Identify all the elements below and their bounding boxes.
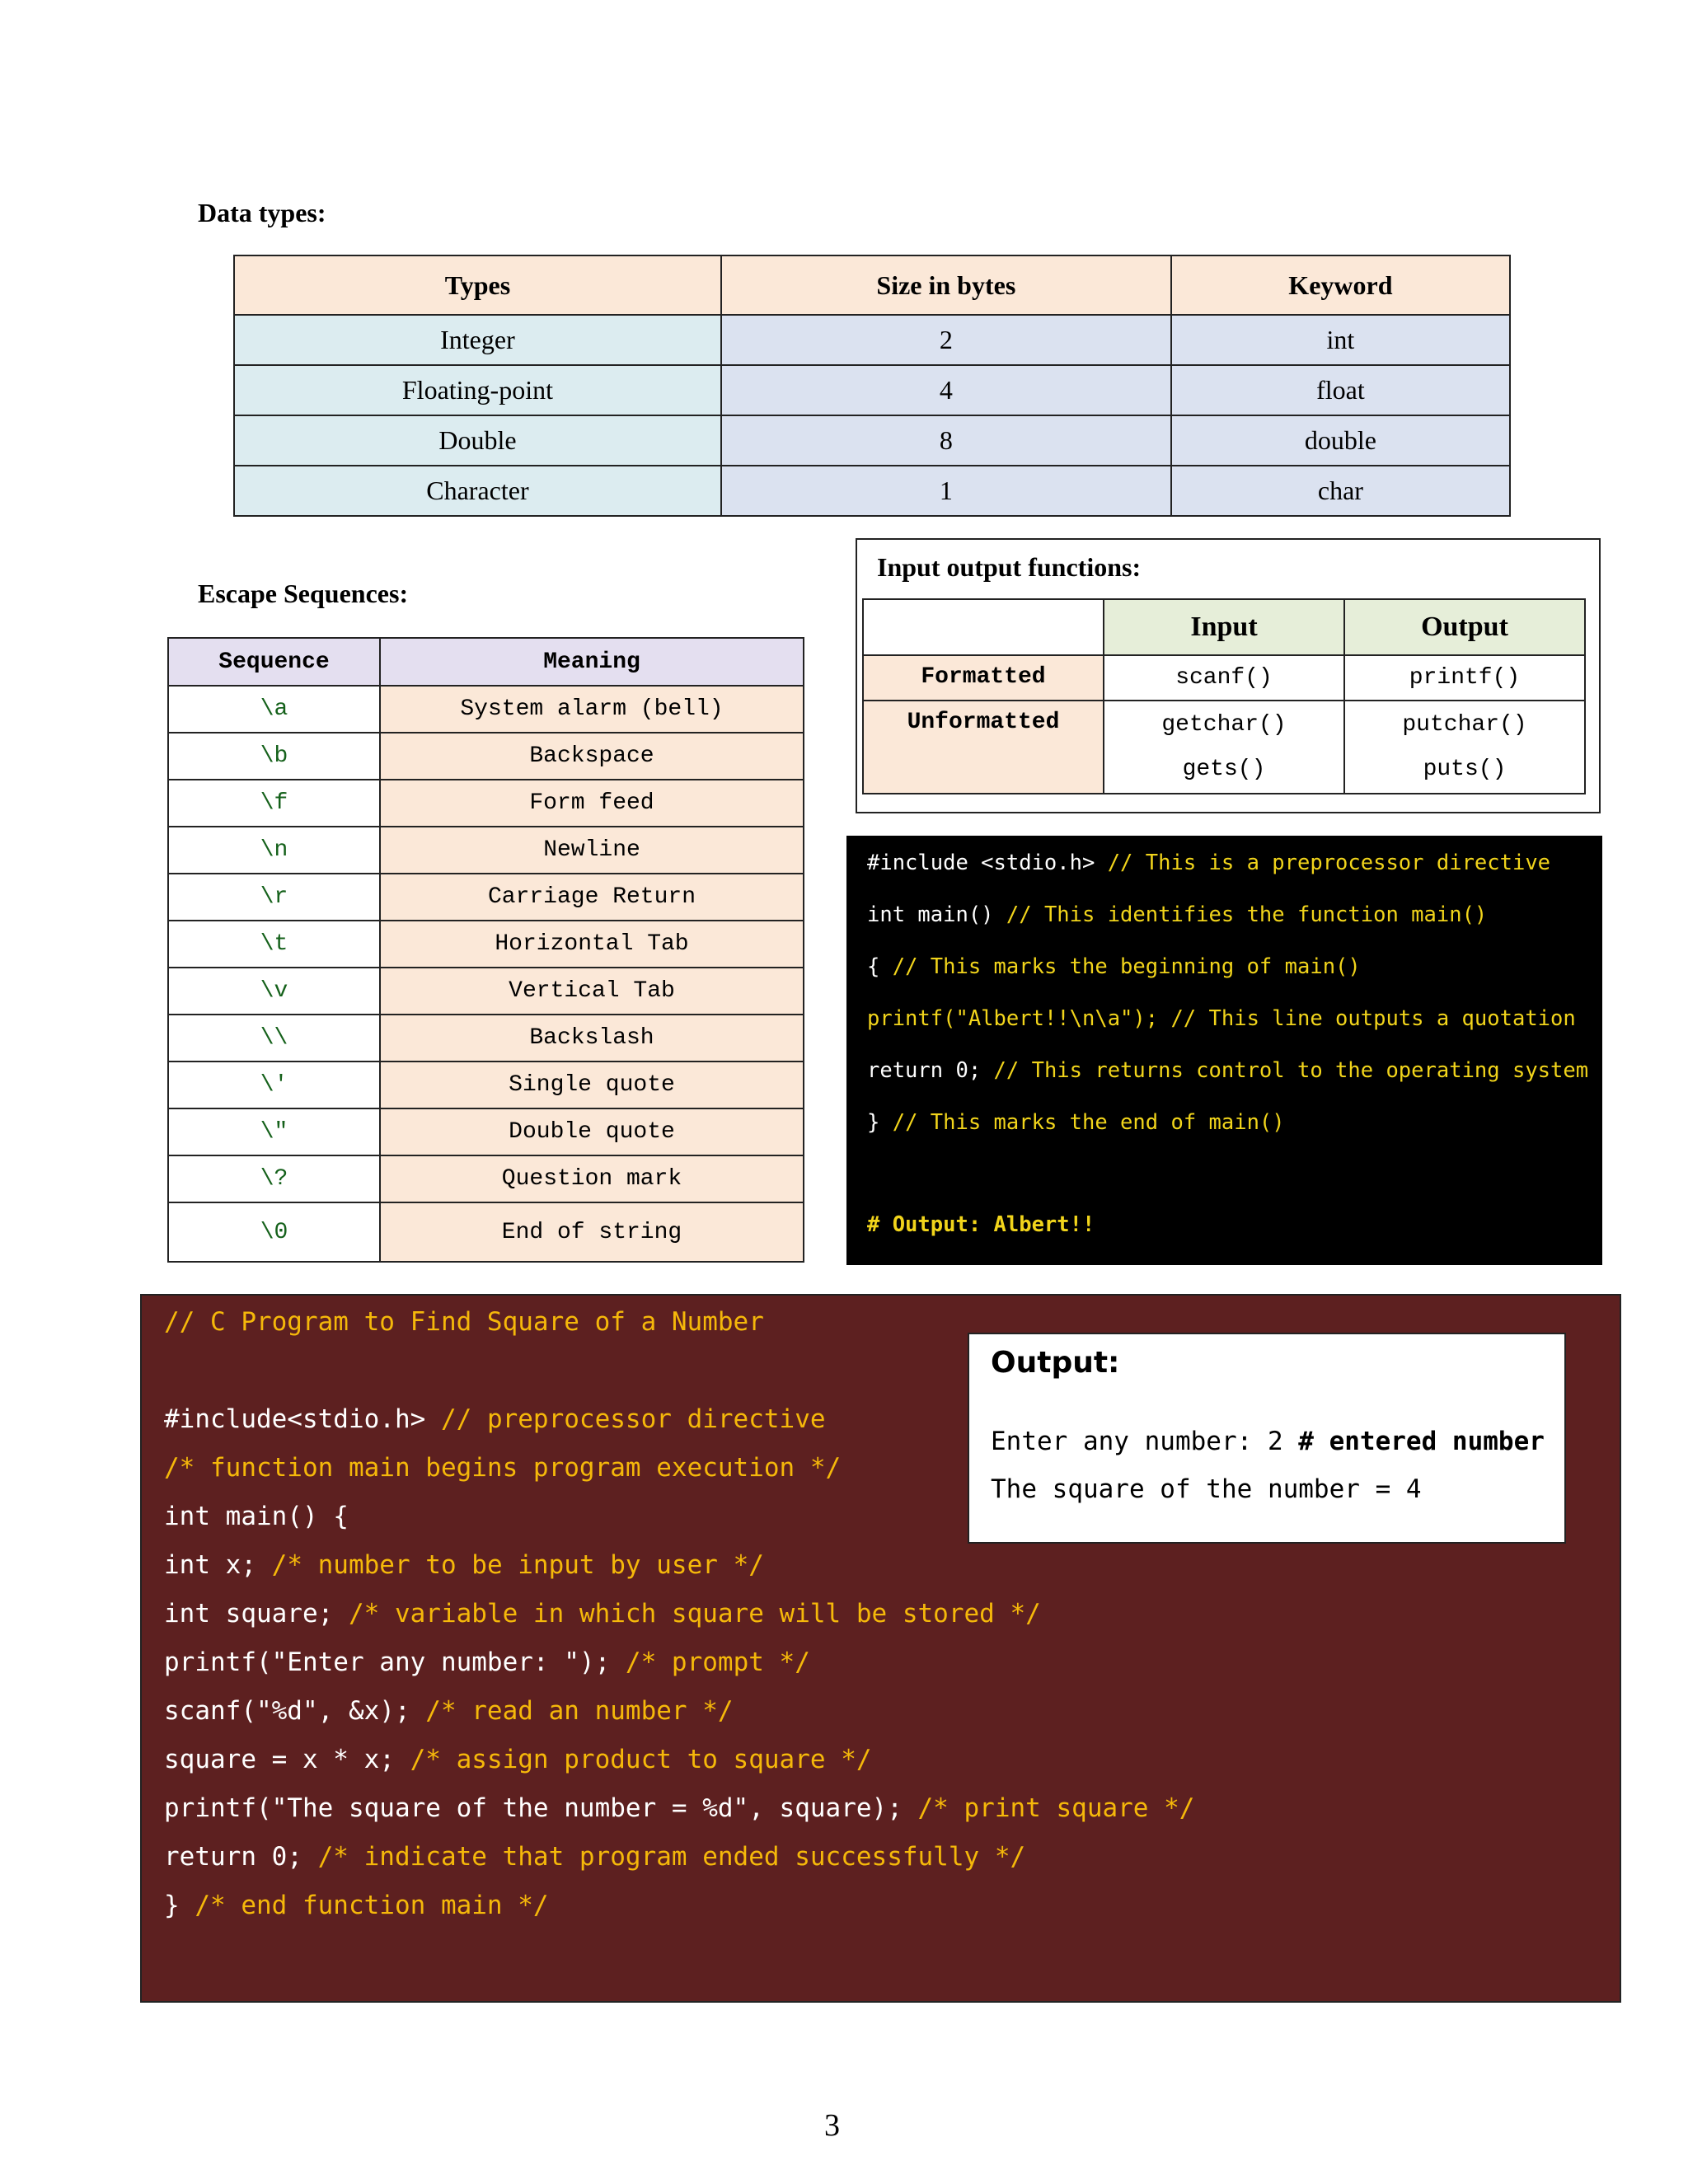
code-text: { [867, 954, 893, 979]
code-line [164, 1842, 1025, 1872]
output-line [991, 1427, 1545, 1456]
code-comment: /* prompt */ [625, 1647, 810, 1677]
column-header: Input [1104, 599, 1344, 655]
size-cell: 2 [721, 315, 1171, 365]
table-row [168, 827, 804, 874]
sequence-cell: \" [168, 1108, 380, 1155]
code-line [164, 1502, 349, 1531]
output-cell [1344, 701, 1585, 794]
meaning-cell: Backslash [380, 1015, 804, 1062]
table-row [168, 968, 804, 1015]
sequence-cell: \t [168, 921, 380, 968]
code-text: #include<stdio.h> [164, 1404, 441, 1434]
meaning-cell: Double quote [380, 1108, 804, 1155]
output-func: putchar() [1402, 711, 1527, 738]
hello-code-block [846, 836, 1602, 1265]
code-text: #include <stdio.h> [867, 851, 1108, 875]
sequence-cell: \' [168, 1062, 380, 1108]
input-func: getchar() [1161, 711, 1287, 738]
meaning-cell: System alarm (bell) [380, 686, 804, 733]
column-header: Types [234, 255, 721, 315]
code-line [164, 1793, 1194, 1823]
type-cell: Floating-point [234, 365, 721, 415]
table-row [234, 365, 1510, 415]
column-header: Meaning [380, 638, 804, 686]
meaning-cell: End of string [380, 1202, 804, 1262]
sequence-cell: \r [168, 874, 380, 921]
output-cell: printf() [1344, 655, 1585, 701]
sequence-cell: \? [168, 1155, 380, 1202]
code-text: square = x * x; [164, 1745, 410, 1774]
code-text: scanf("%d", &x); [164, 1696, 426, 1726]
data-types-table [233, 255, 1511, 517]
code-comment: /* number to be input by user */ [271, 1550, 764, 1580]
output-annotation: # entered number [1298, 1427, 1545, 1456]
table-row [168, 780, 804, 827]
size-cell: 4 [721, 365, 1171, 415]
sequence-cell: \b [168, 733, 380, 780]
table-row [168, 1108, 804, 1155]
code-comment: // preprocessor directive [440, 1404, 826, 1434]
code-text: int main() [867, 902, 1006, 927]
code-line [164, 1696, 734, 1726]
keyword-cell: double [1171, 415, 1510, 466]
sequence-cell: \f [168, 780, 380, 827]
code-line [164, 1891, 549, 1920]
table-row [168, 1015, 804, 1062]
code-comment: // This marks the beginning of main() [892, 954, 1361, 979]
sequence-cell: \a [168, 686, 380, 733]
table-row [863, 701, 1585, 794]
output-title: Output: [991, 1346, 1120, 1380]
table-row [168, 686, 804, 733]
code-comment: /* print square */ [917, 1793, 1195, 1823]
keyword-cell: int [1171, 315, 1510, 365]
meaning-cell: Form feed [380, 780, 804, 827]
code-comment: // This identifies the function main() [1006, 902, 1488, 927]
row-header: Formatted [863, 655, 1104, 701]
code-comment: /* variable in which square will be stored */ [348, 1599, 1041, 1629]
meaning-cell: Single quote [380, 1062, 804, 1108]
meaning-cell: Carriage Return [380, 874, 804, 921]
table-row [234, 466, 1510, 516]
code-line [867, 851, 1602, 902]
table-row [863, 655, 1585, 701]
io-functions-table [862, 598, 1586, 794]
code-text: int main() { [164, 1502, 349, 1531]
code-line [164, 1550, 764, 1580]
table-row [234, 315, 1510, 365]
code-comment: // C Program to Find Square of a Number [164, 1307, 764, 1337]
code-line [867, 954, 1602, 1006]
code-line [164, 1404, 826, 1434]
column-header: Size in bytes [721, 255, 1171, 315]
type-cell: Double [234, 415, 721, 466]
code-line [867, 1110, 1602, 1162]
code-comment: // This is a preprocessor directive [1107, 851, 1551, 875]
size-cell: 8 [721, 415, 1171, 466]
table-row [168, 921, 804, 968]
code-text: return 0; [164, 1842, 318, 1872]
code-line [164, 1453, 841, 1483]
meaning-cell: Question mark [380, 1155, 804, 1202]
sequence-cell: \\ [168, 1015, 380, 1062]
table-row [168, 1062, 804, 1108]
code-text: int square; [164, 1599, 349, 1629]
meaning-cell: Backspace [380, 733, 804, 780]
output-line: The square of the number = 4 [991, 1474, 1422, 1504]
type-cell: Character [234, 466, 721, 516]
output-func: puts() [1423, 756, 1507, 782]
column-header: Keyword [1171, 255, 1510, 315]
escape-sequences-table [167, 637, 804, 1263]
escape-sequences-heading: Escape Sequences: [198, 579, 409, 608]
data-types-heading: Data types: [198, 198, 326, 227]
code-comment: printf("Albert!!\n\a"); // This line outputs a quotation [867, 1006, 1576, 1031]
table-row [168, 1202, 804, 1262]
code-comment: // This marks the end of main() [892, 1110, 1285, 1135]
row-header: Unformatted [863, 701, 1104, 794]
column-header: Output [1344, 599, 1585, 655]
type-cell: Integer [234, 315, 721, 365]
sequence-cell: \n [168, 827, 380, 874]
input-func: gets() [1182, 756, 1266, 782]
meaning-cell: Vertical Tab [380, 968, 804, 1015]
io-functions-heading: Input output functions: [877, 552, 1142, 582]
code-comment: /* indicate that program ended successfully */ [317, 1842, 1026, 1872]
table-row [234, 415, 1510, 466]
code-line [867, 902, 1602, 954]
table-row [168, 733, 804, 780]
program-output-box [968, 1333, 1566, 1544]
code-output: # Output: Albert!! [867, 1212, 1095, 1237]
output-text: Enter any number: 2 [991, 1427, 1299, 1456]
column-header [863, 599, 1104, 655]
code-line [164, 1307, 764, 1337]
code-line [164, 1647, 810, 1677]
meaning-cell: Newline [380, 827, 804, 874]
table-row [168, 1155, 804, 1202]
code-text: } [164, 1891, 195, 1920]
code-comment: /* function main begins program execution */ [164, 1453, 842, 1483]
code-line [164, 1745, 872, 1774]
code-comment: // This returns control to the operating system [993, 1058, 1589, 1083]
input-cell: scanf() [1104, 655, 1344, 701]
keyword-cell: char [1171, 466, 1510, 516]
code-text: int x; [164, 1550, 272, 1580]
meaning-cell: Horizontal Tab [380, 921, 804, 968]
code-line [867, 1058, 1602, 1110]
code-comment: /* end function main */ [195, 1891, 549, 1920]
code-text: } [867, 1110, 893, 1135]
column-header: Sequence [168, 638, 380, 686]
sequence-cell: \v [168, 968, 380, 1015]
keyword-cell: float [1171, 365, 1510, 415]
table-row [168, 874, 804, 921]
sequence-cell: \0 [168, 1202, 380, 1262]
size-cell: 1 [721, 466, 1171, 516]
code-line [867, 1006, 1602, 1058]
code-comment: /* assign product to square */ [410, 1745, 872, 1774]
code-line [164, 1599, 1041, 1629]
code-comment: /* read an number */ [425, 1696, 734, 1726]
code-text: printf("The square of the number = %d", square); [164, 1793, 918, 1823]
code-text: printf("Enter any number: "); [164, 1647, 626, 1677]
code-text: return 0; [867, 1058, 994, 1083]
page-number: 3 [824, 2108, 840, 2143]
input-cell [1104, 701, 1344, 794]
